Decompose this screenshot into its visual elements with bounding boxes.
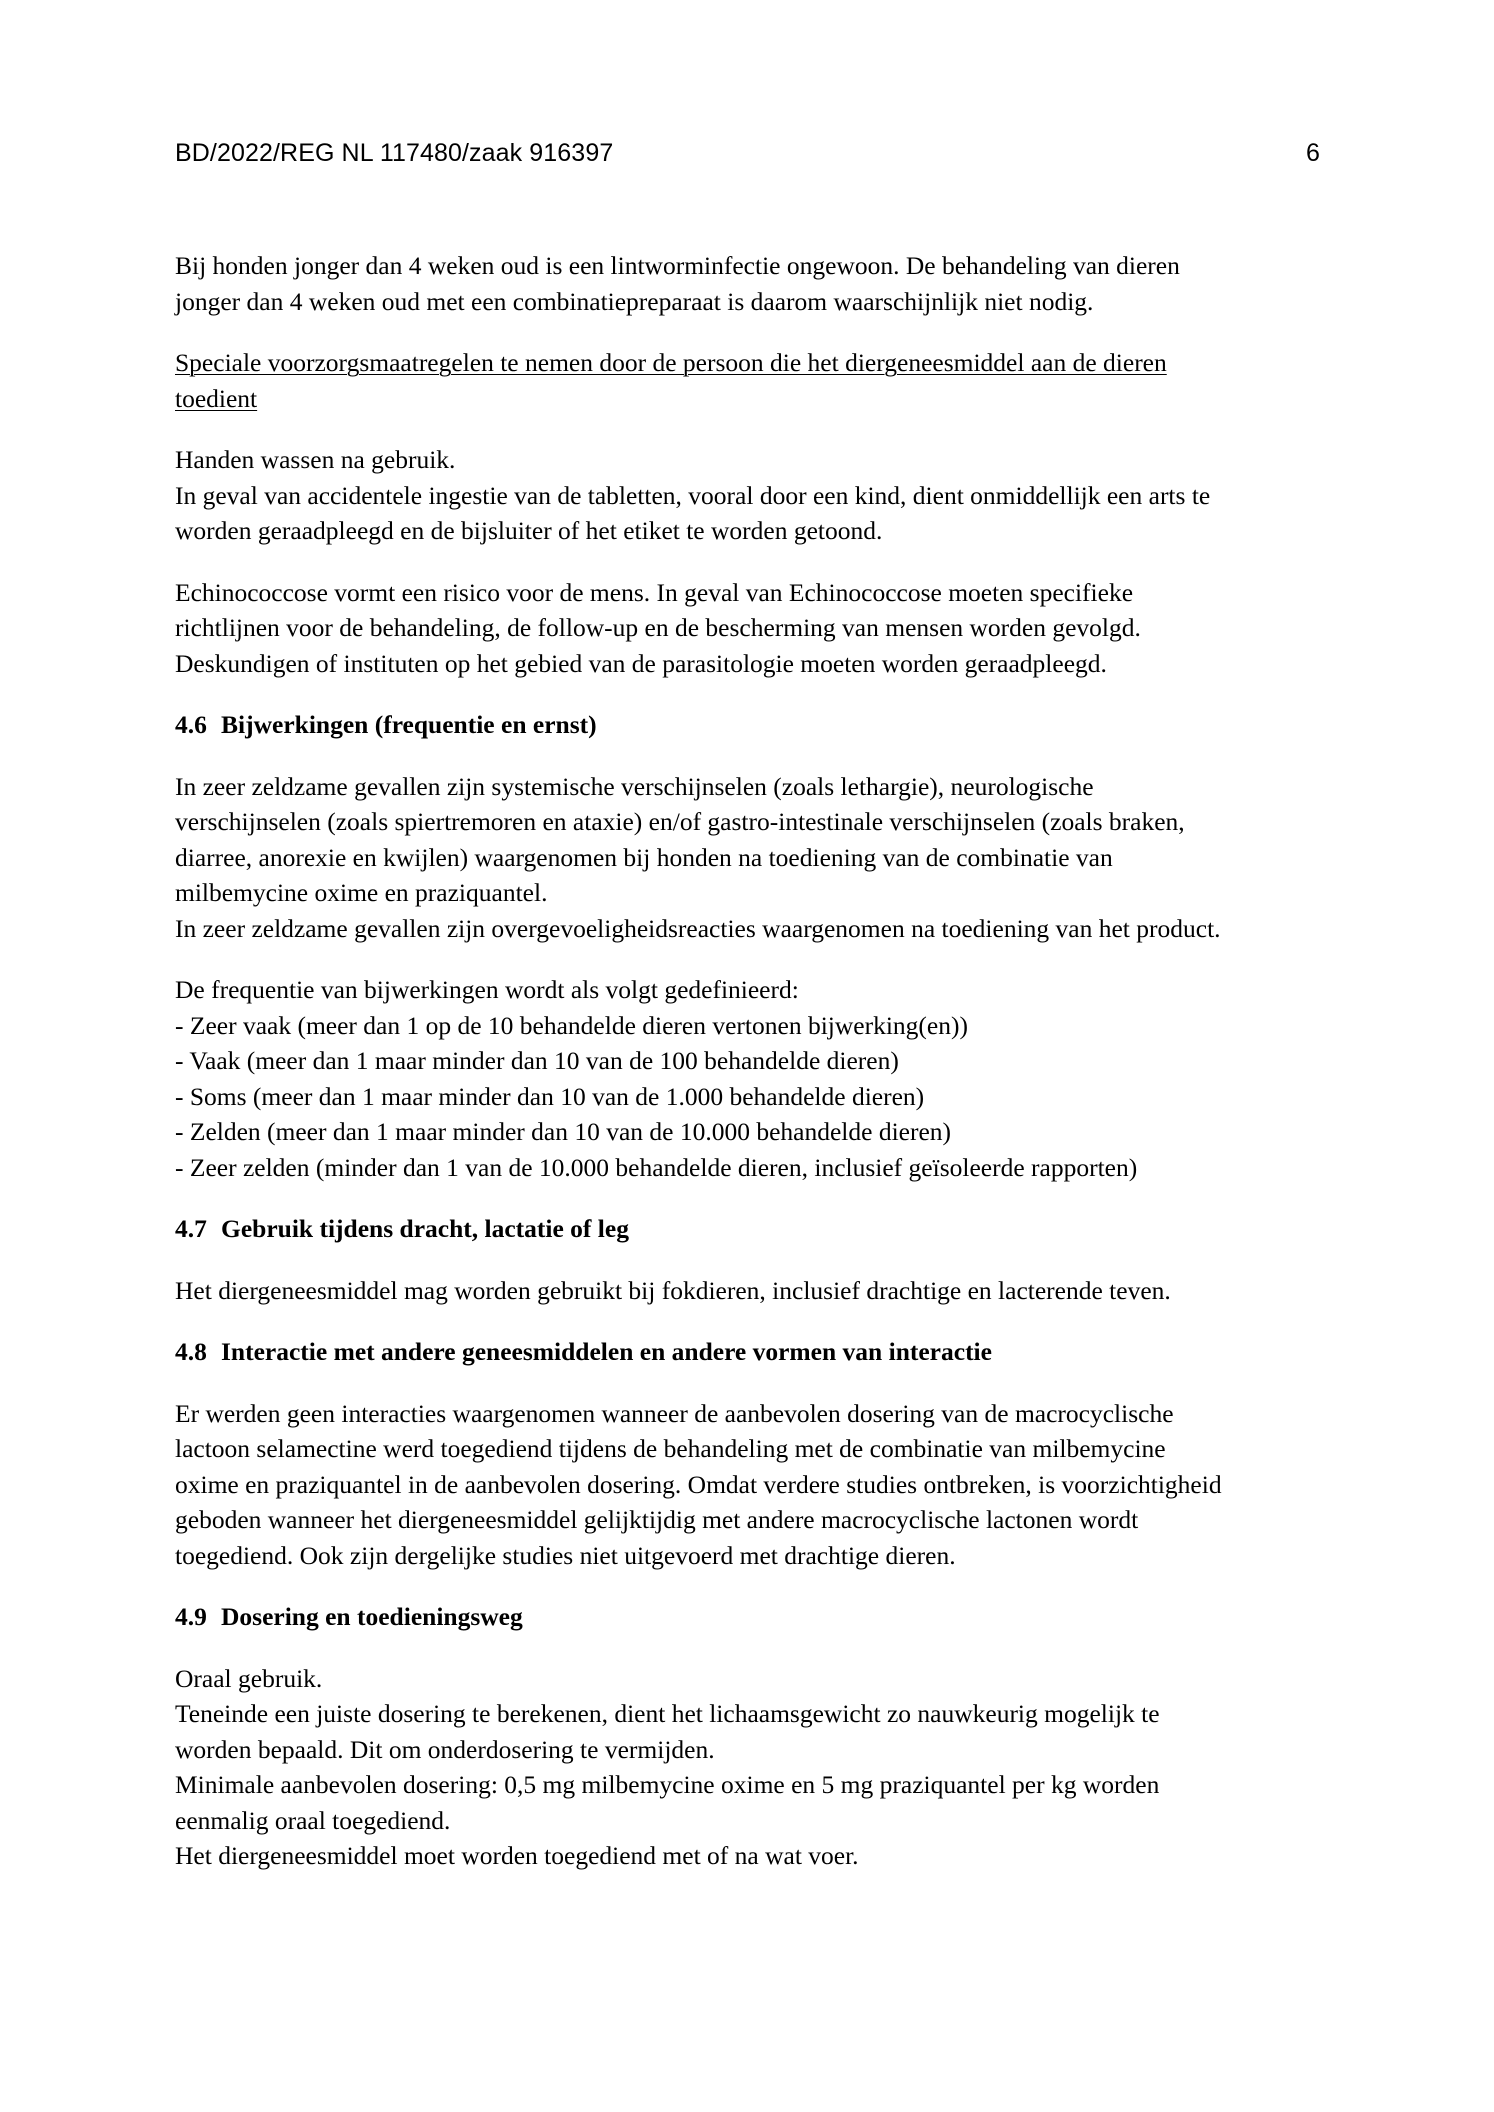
paragraph-line: Echinococcose vormt een risico voor de mens. In geval van Echinococcose moeten specifieke	[175, 577, 1134, 607]
paragraph-line: Het diergeneesmiddel moet worden toegediend met of na wat voer.	[175, 1841, 859, 1870]
subheading-line: toedient	[175, 383, 258, 413]
document-header	[175, 138, 1320, 168]
section-heading-4-7	[175, 1211, 1295, 1247]
section-heading-4-9	[175, 1599, 1295, 1635]
paragraph-line: Handen wassen na gebruik.	[175, 445, 456, 474]
paragraph-line: worden geraadpleegd en de bijsluiter of het etiket te worden getoond.	[175, 516, 883, 545]
paragraph-line: Het diergeneesmiddel mag worden gebruikt bij fokdieren, inclusief drachtige en lacterende teven.	[175, 1275, 1171, 1305]
paragraph-line: geboden wanneer het diergeneesmiddel gelijktijdig met andere macrocyclische lactonen wordt	[175, 1505, 1139, 1534]
frequency-list-item: - Zeer zelden (minder dan 1 van de 10.000 behandelde dieren, inclusief geïsoleerde rapporten)	[175, 1152, 1138, 1182]
paragraph-line: In geval van accidentele ingestie van de tabletten, vooral door een kind, dient onmiddellijk een arts te	[175, 480, 1211, 510]
frequency-list-item: - Vaak (meer dan 1 maar minder dan 10 van de 100 behandelde dieren)	[175, 1046, 899, 1075]
paragraph-line: In zeer zeldzame gevallen zijn systemische verschijnselen (zoals lethargie), neurologische	[175, 771, 1094, 801]
paragraph-intro	[175, 248, 1295, 319]
paragraph-4-9-dosage	[175, 1661, 1295, 1874]
section-number: 4.8	[175, 1337, 207, 1366]
paragraph-4-8-interactions	[175, 1396, 1295, 1574]
frequency-list-item: - Zeer vaak (meer dan 1 op de 10 behandelde dieren vertonen bijwerking(en))	[175, 1010, 968, 1040]
paragraph-line: In zeer zeldzame gevallen zijn overgevoeligheidsreacties waargenomen na toediening van het product.	[175, 913, 1221, 943]
paragraph-line: Oraal gebruik.	[175, 1663, 323, 1693]
paragraph-line: verschijnselen (zoals spiertremoren en ataxie) en/of gastro-intestinale verschijnselen (zoals braken,	[175, 807, 1185, 836]
paragraph-line: richtlijnen voor de behandeling, de follow-up en de bescherming van mensen worden gevolgd.	[175, 613, 1141, 642]
paragraph-echinococcose	[175, 575, 1295, 682]
page-number: 6	[1305, 139, 1320, 167]
section-title: Interactie met andere geneesmiddelen en andere vormen van interactie	[221, 1337, 992, 1366]
paragraph-4-7-pregnancy	[175, 1273, 1295, 1309]
section-number: 4.7	[175, 1214, 207, 1243]
paragraph-line: jonger dan 4 weken oud met een combinatiepreparaat is daarom waarschijnlijk niet nodig.	[175, 286, 1094, 316]
paragraph-4-6-adverse	[175, 769, 1295, 947]
section-heading-4-6	[175, 707, 1295, 743]
paragraph-handwash	[175, 442, 1295, 549]
section-number: 4.6	[175, 710, 207, 739]
paragraph-line: Er werden geen interacties waargenomen wanneer de aanbevolen dosering van de macrocyclische	[175, 1398, 1174, 1428]
paragraph-line: Minimale aanbevolen dosering: 0,5 mg milbemycine oxime en 5 mg praziquantel per kg worden	[175, 1770, 1160, 1799]
paragraph-line: Deskundigen of instituten op het gebied van de parasitologie moeten worden geraadpleegd.	[175, 648, 1107, 678]
precautions-subheading	[175, 345, 1295, 416]
paragraph-line: diarree, anorexie en kwijlen) waargenomen bij honden na toediening van de combinatie van	[175, 842, 1113, 872]
frequency-list-intro: De frequentie van bijwerkingen wordt als volgt gedefinieerd:	[175, 975, 799, 1004]
frequency-list-item: - Zelden (meer dan 1 maar minder dan 10 van de 10.000 behandelde dieren)	[175, 1117, 952, 1146]
paragraph-line: toegediend. Ook zijn dergelijke studies niet uitgevoerd met drachtige dieren.	[175, 1540, 956, 1570]
paragraph-line: Teneinde een juiste dosering te berekenen, dient het lichaamsgewicht zo nauwkeurig mogelijk te	[175, 1699, 1160, 1728]
section-number: 4.9	[175, 1602, 207, 1631]
subheading-line: Speciale voorzorgsmaatregelen te nemen door de persoon die het diergeneesmiddel aan de dieren	[175, 348, 1167, 377]
section-heading-4-8	[175, 1334, 1295, 1370]
document-reference: BD/2022/REG NL 117480/zaak 916397	[175, 139, 614, 167]
section-title: Gebruik tijdens dracht, lactatie of leg	[221, 1214, 629, 1243]
document-body	[175, 248, 1295, 1874]
paragraph-line: milbemycine oxime en praziquantel.	[175, 878, 548, 907]
section-title: Bijwerkingen (frequentie en ernst)	[221, 710, 597, 739]
section-title: Dosering en toedieningsweg	[221, 1602, 523, 1631]
paragraph-line: lactoon selamectine werd toegediend tijdens de behandeling met de combinatie van milbemycine	[175, 1434, 1166, 1463]
paragraph-line: Bij honden jonger dan 4 weken oud is een lintworminfectie ongewoon. De behandeling van dieren	[175, 251, 1180, 280]
frequency-definition-list	[175, 972, 1295, 1185]
paragraph-line: eenmalig oraal toegediend.	[175, 1805, 451, 1835]
frequency-list-item: - Soms (meer dan 1 maar minder dan 10 van de 1.000 behandelde dieren)	[175, 1081, 925, 1111]
paragraph-line: oxime en praziquantel in de aanbevolen dosering. Omdat verdere studies ontbreken, is voorzichtigheid	[175, 1469, 1222, 1499]
paragraph-line: worden bepaald. Dit om onderdosering te vermijden.	[175, 1734, 715, 1764]
